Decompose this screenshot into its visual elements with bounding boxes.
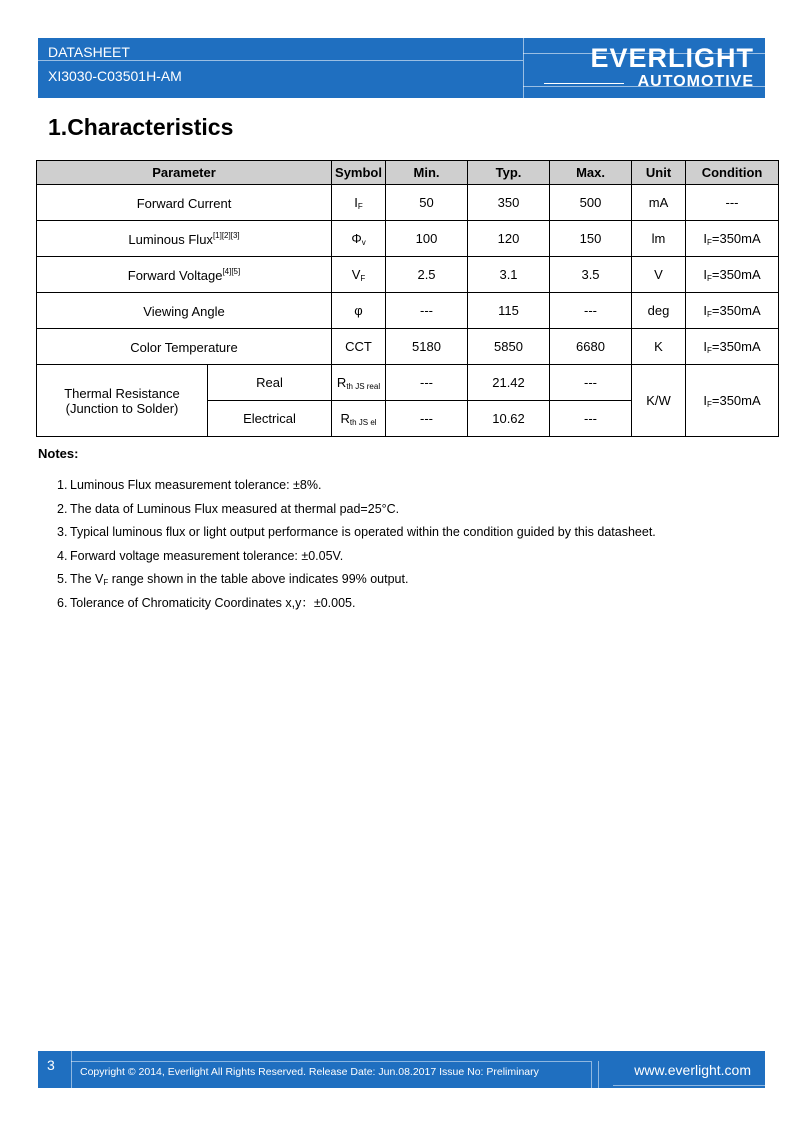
- doc-code: XI3030-C03501H-AM: [48, 68, 182, 84]
- website-link[interactable]: www.everlight.com: [634, 1062, 751, 1078]
- thermal-line-1: Thermal Resistance: [64, 385, 180, 401]
- col-header-symbol: Symbol: [332, 161, 386, 185]
- cell-max: 6680: [550, 329, 632, 365]
- cell-unit: mA: [632, 185, 686, 221]
- cell-condition: $I_F=350mA$: [686, 257, 779, 293]
- cell-symbol: φ: [332, 293, 386, 329]
- copyright-text: Copyright © 2014, Everlight All Rights Reserved. Release Date: Jun.08.2017 Issue No: Preliminary: [80, 1066, 539, 1078]
- cell-min: 2.5: [386, 257, 468, 293]
- cell-min: 100: [386, 221, 468, 257]
- cell-max: 150: [550, 221, 632, 257]
- cell-parameter: Forward Current: [37, 185, 332, 221]
- cell-subparameter: Real: [208, 365, 332, 401]
- cell-symbol: $R_{th JS real}$: [332, 365, 386, 401]
- doc-type: DATASHEET: [48, 44, 130, 60]
- table-row: [37, 329, 779, 365]
- cell-min: 50: [386, 185, 468, 221]
- cell-symbol: $I_F$: [332, 185, 386, 221]
- cell-symbol: $\Phi_v$: [332, 221, 386, 257]
- footer-divider: [591, 1061, 592, 1088]
- cell-condition: $I_F=350mA$: [686, 365, 779, 437]
- section-number: 1.: [48, 114, 68, 140]
- note-item: 2. The data of Luminous Flux measured at thermal pad=25°C.: [57, 501, 400, 516]
- cell-unit: K: [632, 329, 686, 365]
- cell-max: ---: [550, 365, 632, 401]
- notes-list: [57, 478, 656, 619]
- brand-logo: [544, 43, 754, 93]
- col-header-typ: Typ.: [468, 161, 550, 185]
- note-item: 6. Tolerance of Chromaticity Coordinates x,y：±0.005.: [57, 595, 356, 610]
- table-row: [37, 293, 779, 329]
- cell-parameter-thermal: [37, 365, 208, 437]
- brand-name: EVERLIGHT: [590, 43, 754, 73]
- cell-condition: $I_F=350mA$: [686, 329, 779, 365]
- cell-parameter: Luminous Flux[1][2][3]: [37, 221, 332, 257]
- section-title: [48, 114, 233, 141]
- cell-parameter: Color Temperature: [37, 329, 332, 365]
- cell-symbol: $V_F$: [332, 257, 386, 293]
- col-header-condition: Condition: [686, 161, 779, 185]
- footer-divider: [71, 1061, 591, 1062]
- notes-title: Notes:: [38, 446, 79, 461]
- table-row: [37, 221, 779, 257]
- cell-min: 5180: [386, 329, 468, 365]
- cell-typ: 350: [468, 185, 550, 221]
- col-header-min: Min.: [386, 161, 468, 185]
- characteristics-table: [36, 160, 779, 437]
- col-header-unit: Unit: [632, 161, 686, 185]
- note-item: 5. The $V_F$ range shown in the table above indicates 99% output.: [57, 572, 409, 587]
- note-item: 4. Forward voltage measurement tolerance: ±0.05V.: [57, 548, 344, 563]
- table-row: [37, 365, 779, 401]
- cell-unit: K/W: [632, 365, 686, 437]
- cell-min: ---: [386, 365, 468, 401]
- cell-typ: 5850: [468, 329, 550, 365]
- col-header-max: Max.: [550, 161, 632, 185]
- section-title-text: Characteristics: [67, 114, 234, 140]
- cell-min: ---: [386, 293, 468, 329]
- brand-rule: [544, 83, 624, 84]
- table-row: [37, 185, 779, 221]
- cell-min: ---: [386, 401, 468, 437]
- cell-parameter: Forward Voltage[4][5]: [37, 257, 332, 293]
- cell-symbol: CCT: [332, 329, 386, 365]
- cell-condition: $I_F=350mA$: [686, 293, 779, 329]
- cell-max: ---: [550, 293, 632, 329]
- cell-condition: ---: [686, 185, 779, 221]
- cell-unit: lm: [632, 221, 686, 257]
- header-divider: [38, 60, 523, 61]
- cell-typ: 3.1: [468, 257, 550, 293]
- note-item: 3. Typical luminous flux or light output performance is operated within the condition guided by this datasheet.: [57, 525, 656, 539]
- brand-sub: AUTOMOTIVE: [637, 73, 754, 90]
- cell-max: 500: [550, 185, 632, 221]
- table-row: [37, 257, 779, 293]
- footer-divider: [613, 1085, 765, 1086]
- cell-symbol: $R_{th JS el}$: [332, 401, 386, 437]
- cell-parameter: Viewing Angle: [37, 293, 332, 329]
- cell-unit: V: [632, 257, 686, 293]
- cell-typ: 21.42: [468, 365, 550, 401]
- thermal-line-2: (Junction to Solder): [65, 400, 179, 416]
- cell-max: ---: [550, 401, 632, 437]
- page-header: [38, 38, 765, 98]
- cell-typ: 120: [468, 221, 550, 257]
- page-footer: [38, 1051, 765, 1088]
- col-header-parameter: Parameter: [37, 161, 332, 185]
- footer-divider: [71, 1051, 72, 1088]
- cell-typ: 10.62: [468, 401, 550, 437]
- cell-condition: $I_F=350mA$: [686, 221, 779, 257]
- footer-divider: [598, 1061, 599, 1088]
- table-header-row: [37, 161, 779, 185]
- page-number: 3: [47, 1057, 55, 1073]
- note-item: 1. Luminous Flux measurement tolerance: ±8%.: [57, 478, 322, 492]
- cell-typ: 115: [468, 293, 550, 329]
- cell-max: 3.5: [550, 257, 632, 293]
- cell-subparameter: Electrical: [208, 401, 332, 437]
- cell-unit: deg: [632, 293, 686, 329]
- header-divider: [523, 38, 524, 98]
